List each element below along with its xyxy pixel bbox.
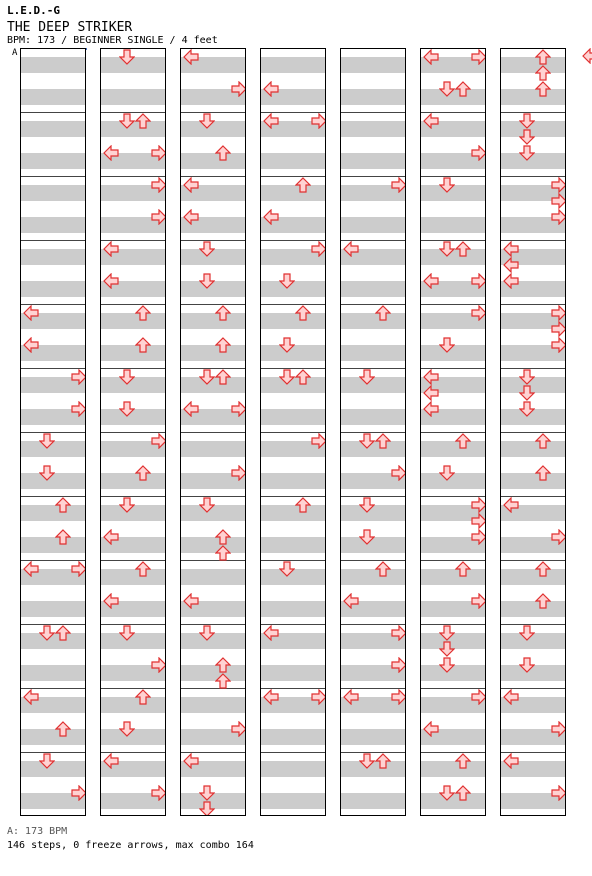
beat-stripe <box>261 185 325 201</box>
beat-stripe <box>501 569 565 585</box>
measure-line <box>261 496 325 497</box>
up-arrow-icon <box>215 305 231 321</box>
down-arrow-icon <box>199 241 215 257</box>
measure-line <box>501 432 565 433</box>
beat-stripe <box>261 761 325 777</box>
right-arrow-icon <box>471 305 486 321</box>
chart-column <box>500 48 566 816</box>
down-arrow-icon <box>439 785 455 801</box>
up-arrow-icon <box>215 673 231 689</box>
beat-stripe <box>101 697 165 713</box>
left-arrow-icon <box>503 257 519 273</box>
down-arrow-icon <box>439 625 455 641</box>
down-arrow-icon <box>119 497 135 513</box>
down-arrow-icon <box>519 145 535 161</box>
beat-stripe <box>341 57 405 73</box>
measure-line <box>101 304 165 305</box>
measure-line <box>341 112 405 113</box>
chart-column <box>340 48 406 816</box>
up-arrow-icon <box>135 465 151 481</box>
beat-stripe <box>261 665 325 681</box>
down-arrow-icon <box>439 337 455 353</box>
measure-line <box>341 560 405 561</box>
right-arrow-icon <box>551 177 566 193</box>
down-arrow-icon <box>279 369 295 385</box>
right-arrow-icon <box>471 593 486 609</box>
up-arrow-icon <box>215 337 231 353</box>
left-arrow-icon <box>23 561 39 577</box>
down-arrow-icon <box>39 625 55 641</box>
up-arrow-icon <box>535 561 551 577</box>
beat-stripe <box>421 761 485 777</box>
measure-line <box>421 432 485 433</box>
down-arrow-icon <box>279 337 295 353</box>
beat-stripe <box>261 409 325 425</box>
measure-line <box>421 752 485 753</box>
chart-info: BPM: 173 / BEGINNER SINGLE / 4 feet <box>7 35 218 46</box>
up-arrow-icon <box>295 177 311 193</box>
left-arrow-icon <box>23 337 39 353</box>
measure-line <box>421 560 485 561</box>
down-arrow-icon <box>359 753 375 769</box>
beat-stripe <box>421 441 485 457</box>
left-arrow-icon <box>183 401 199 417</box>
down-arrow-icon <box>439 641 455 657</box>
right-arrow-icon <box>551 785 566 801</box>
down-arrow-icon <box>519 625 535 641</box>
up-arrow-icon <box>295 369 311 385</box>
down-arrow-icon <box>199 625 215 641</box>
beat-stripe <box>501 57 565 73</box>
down-arrow-icon <box>119 721 135 737</box>
right-arrow-icon <box>151 209 166 225</box>
beat-stripe <box>101 345 165 361</box>
left-arrow-icon <box>263 209 279 225</box>
right-arrow-icon <box>471 273 486 289</box>
right-arrow-icon <box>551 193 566 209</box>
measure-line <box>21 176 85 177</box>
down-arrow-icon <box>519 129 535 145</box>
left-arrow-icon <box>103 145 119 161</box>
up-arrow-icon <box>215 369 231 385</box>
beat-stripe <box>421 569 485 585</box>
beat-stripe <box>341 313 405 329</box>
beat-stripe <box>501 441 565 457</box>
beat-stripe <box>341 729 405 745</box>
down-arrow-icon <box>439 657 455 673</box>
up-arrow-icon <box>535 81 551 97</box>
beat-stripe <box>21 89 85 105</box>
up-arrow-icon <box>215 529 231 545</box>
right-arrow-icon <box>471 145 486 161</box>
down-arrow-icon <box>199 113 215 129</box>
beat-stripe <box>21 505 85 521</box>
up-arrow-icon <box>215 145 231 161</box>
right-arrow-icon <box>471 49 486 65</box>
beat-stripe <box>261 313 325 329</box>
beat-stripe <box>21 57 85 73</box>
right-arrow-icon <box>311 241 326 257</box>
left-arrow-icon <box>503 753 519 769</box>
chart-column <box>20 48 86 816</box>
right-arrow-icon <box>311 689 326 705</box>
beat-stripe <box>181 569 245 585</box>
right-arrow-icon <box>471 529 486 545</box>
measure-line <box>181 560 245 561</box>
beat-stripe <box>261 473 325 489</box>
beat-stripe <box>181 313 245 329</box>
beat-stripe <box>101 569 165 585</box>
right-arrow-icon <box>151 433 166 449</box>
up-arrow-icon <box>375 305 391 321</box>
beat-stripe <box>501 601 565 617</box>
measure-line <box>181 432 245 433</box>
left-arrow-icon <box>103 241 119 257</box>
left-arrow-icon <box>103 529 119 545</box>
left-arrow-icon <box>183 49 199 65</box>
beat-stripe <box>181 441 245 457</box>
up-arrow-icon <box>535 65 551 81</box>
beat-stripe <box>421 217 485 233</box>
song-artist: L.E.D.-G <box>7 4 60 17</box>
beat-stripe <box>261 601 325 617</box>
down-arrow-icon <box>199 785 215 801</box>
beat-stripe <box>261 505 325 521</box>
beat-stripe <box>21 217 85 233</box>
bpm-marker-label: A <box>12 48 18 58</box>
down-arrow-icon <box>359 497 375 513</box>
right-arrow-icon <box>231 721 246 737</box>
beat-stripe <box>21 537 85 553</box>
bpm-footnote: A: 173 BPM <box>7 826 68 837</box>
right-arrow-icon <box>311 433 326 449</box>
left-arrow-icon <box>103 273 119 289</box>
beat-stripe <box>261 153 325 169</box>
up-arrow-icon <box>295 305 311 321</box>
beat-stripe <box>501 89 565 105</box>
beat-stripe <box>181 345 245 361</box>
right-arrow-icon <box>71 401 86 417</box>
up-arrow-icon <box>455 561 471 577</box>
beat-stripe <box>21 153 85 169</box>
left-arrow-icon <box>263 625 279 641</box>
right-arrow-icon <box>231 401 246 417</box>
chart-column <box>260 48 326 816</box>
up-arrow-icon <box>455 753 471 769</box>
down-arrow-icon <box>119 113 135 129</box>
down-arrow-icon <box>199 273 215 289</box>
down-arrow-icon <box>119 369 135 385</box>
down-arrow-icon <box>519 385 535 401</box>
beat-stripe <box>21 249 85 265</box>
left-arrow-icon <box>103 593 119 609</box>
beat-stripe <box>341 153 405 169</box>
left-arrow-icon <box>503 273 519 289</box>
measure-line <box>21 112 85 113</box>
down-arrow-icon <box>439 465 455 481</box>
measure-line <box>101 688 165 689</box>
beat-stripe <box>101 313 165 329</box>
measure-line <box>501 560 565 561</box>
up-arrow-icon <box>295 497 311 513</box>
measure-line <box>181 688 245 689</box>
beat-stripe <box>341 345 405 361</box>
left-arrow-icon <box>423 369 439 385</box>
up-arrow-icon <box>135 561 151 577</box>
down-arrow-icon <box>359 433 375 449</box>
right-arrow-icon <box>551 321 566 337</box>
left-arrow-icon <box>343 241 359 257</box>
measure-line <box>261 752 325 753</box>
right-arrow-icon <box>551 721 566 737</box>
beat-stripe <box>341 217 405 233</box>
left-arrow-icon <box>183 593 199 609</box>
left-arrow-icon <box>183 753 199 769</box>
measure-line <box>261 304 325 305</box>
left-arrow-icon <box>263 81 279 97</box>
down-arrow-icon <box>439 177 455 193</box>
down-arrow-icon <box>119 625 135 641</box>
beat-stripe <box>181 697 245 713</box>
left-arrow-icon <box>423 113 439 129</box>
down-arrow-icon <box>439 241 455 257</box>
measure-line <box>21 240 85 241</box>
right-arrow-icon <box>471 497 486 513</box>
chart-column <box>180 48 246 816</box>
down-arrow-icon <box>439 81 455 97</box>
left-arrow-icon <box>263 689 279 705</box>
right-arrow-icon <box>391 465 406 481</box>
beat-stripe <box>181 537 245 553</box>
beat-stripe <box>101 89 165 105</box>
down-arrow-icon <box>279 273 295 289</box>
measure-line <box>21 496 85 497</box>
left-arrow-icon <box>423 385 439 401</box>
right-arrow-icon <box>151 785 166 801</box>
left-arrow-icon <box>423 49 439 65</box>
down-arrow-icon <box>519 369 535 385</box>
right-arrow-icon <box>391 689 406 705</box>
up-arrow-icon <box>135 689 151 705</box>
right-arrow-icon <box>231 465 246 481</box>
right-arrow-icon <box>391 177 406 193</box>
measure-line <box>261 176 325 177</box>
left-arrow-icon <box>183 209 199 225</box>
up-arrow-icon <box>55 529 71 545</box>
down-arrow-icon <box>359 369 375 385</box>
up-arrow-icon <box>535 433 551 449</box>
up-arrow-icon <box>455 241 471 257</box>
right-arrow-icon <box>391 625 406 641</box>
up-arrow-icon <box>535 593 551 609</box>
beat-stripe <box>341 793 405 809</box>
up-arrow-icon <box>455 81 471 97</box>
up-arrow-icon <box>215 657 231 673</box>
down-arrow-icon <box>519 657 535 673</box>
left-arrow-icon <box>343 689 359 705</box>
beat-stripe <box>341 121 405 137</box>
down-arrow-icon <box>199 801 215 816</box>
up-arrow-icon <box>455 785 471 801</box>
beat-stripe <box>261 57 325 73</box>
left-arrow-icon <box>23 689 39 705</box>
down-arrow-icon <box>39 465 55 481</box>
beat-stripe <box>181 153 245 169</box>
measure-line <box>341 304 405 305</box>
up-arrow-icon <box>135 305 151 321</box>
right-arrow-icon <box>151 657 166 673</box>
beat-stripe <box>501 473 565 489</box>
up-arrow-icon <box>375 561 391 577</box>
up-arrow-icon <box>215 545 231 561</box>
up-arrow-icon <box>55 497 71 513</box>
left-arrow-icon <box>183 177 199 193</box>
right-arrow-icon <box>551 529 566 545</box>
right-arrow-icon <box>551 305 566 321</box>
up-arrow-icon <box>535 465 551 481</box>
beat-stripe <box>21 281 85 297</box>
left-arrow-icon <box>343 593 359 609</box>
right-arrow-icon <box>471 689 486 705</box>
left-arrow-icon <box>23 305 39 321</box>
right-arrow-icon <box>231 81 246 97</box>
beat-stripe <box>21 601 85 617</box>
right-arrow-icon <box>71 561 86 577</box>
right-arrow-icon <box>151 177 166 193</box>
right-arrow-icon <box>391 657 406 673</box>
left-arrow-icon <box>103 753 119 769</box>
down-arrow-icon <box>119 49 135 65</box>
up-arrow-icon <box>135 337 151 353</box>
beat-stripe <box>261 537 325 553</box>
down-arrow-icon <box>39 753 55 769</box>
beat-stripe <box>21 665 85 681</box>
down-arrow-icon <box>199 369 215 385</box>
beat-stripe <box>261 729 325 745</box>
song-title: THE DEEP STRIKER <box>7 20 133 35</box>
up-arrow-icon <box>135 113 151 129</box>
beat-stripe <box>21 729 85 745</box>
beat-stripe <box>261 793 325 809</box>
right-arrow-icon <box>151 145 166 161</box>
beat-stripe <box>341 409 405 425</box>
left-arrow-icon <box>423 401 439 417</box>
left-arrow-icon <box>503 689 519 705</box>
right-arrow-icon <box>311 113 326 129</box>
beat-stripe <box>101 473 165 489</box>
down-arrow-icon <box>359 529 375 545</box>
down-arrow-icon <box>519 113 535 129</box>
arrow-clip-right-edge <box>582 48 592 64</box>
up-arrow-icon <box>535 49 551 65</box>
beat-stripe <box>181 665 245 681</box>
up-arrow-icon <box>375 753 391 769</box>
measure-line <box>101 560 165 561</box>
up-arrow-icon <box>455 433 471 449</box>
down-arrow-icon <box>279 561 295 577</box>
beat-stripe <box>341 281 405 297</box>
chart-column <box>420 48 486 816</box>
chart-column <box>100 48 166 816</box>
chart-stats: 146 steps, 0 freeze arrows, max combo 164 <box>7 840 254 851</box>
left-arrow-icon <box>582 48 592 64</box>
up-arrow-icon <box>55 625 71 641</box>
up-arrow-icon <box>55 721 71 737</box>
down-arrow-icon <box>119 401 135 417</box>
right-arrow-icon <box>71 785 86 801</box>
left-arrow-icon <box>503 497 519 513</box>
right-arrow-icon <box>71 369 86 385</box>
beat-stripe <box>341 89 405 105</box>
left-arrow-icon <box>423 273 439 289</box>
measure-line <box>181 304 245 305</box>
beat-stripe <box>21 185 85 201</box>
left-arrow-icon <box>263 113 279 129</box>
beat-stripe <box>21 121 85 137</box>
down-arrow-icon <box>39 433 55 449</box>
left-arrow-icon <box>503 241 519 257</box>
right-arrow-icon <box>471 513 486 529</box>
right-arrow-icon <box>551 209 566 225</box>
down-arrow-icon <box>199 497 215 513</box>
right-arrow-icon <box>551 337 566 353</box>
left-arrow-icon <box>423 721 439 737</box>
beat-stripe <box>341 569 405 585</box>
up-arrow-icon <box>375 433 391 449</box>
down-arrow-icon <box>519 401 535 417</box>
